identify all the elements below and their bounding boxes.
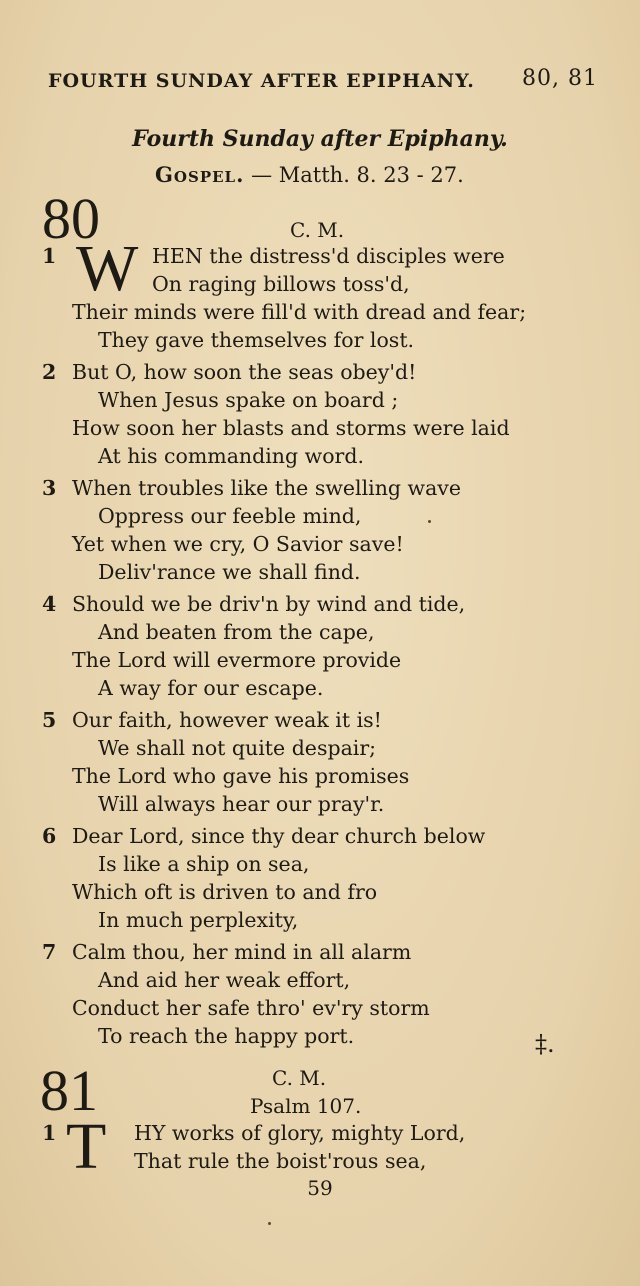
verse-line: How soon her blasts and storms were laid [72,416,510,440]
verse-line: The Lord will evermore provide [72,648,402,672]
verse-line: At his commanding word. [98,444,364,468]
verse-line: Our faith, however weak it is! [72,708,382,732]
verse-line: We shall not quite despair; [98,736,377,760]
verse-line: Deliv'rance we shall find. [98,560,361,584]
psalm-reference: Psalm 107. [250,1094,362,1118]
hymn-meter: C. M. [290,218,345,242]
verse-line: On raging billows toss'd, [152,272,410,296]
verse-number: 3 [42,476,57,500]
verse-line: Calm thou, her mind in all alarm [72,940,412,964]
verse-line: In much perplexity, [98,908,299,932]
verse-line: Yet when we cry, O Savior save! [72,532,404,556]
verse-line: They gave themselves for lost. [98,328,415,352]
verse-line: A way for our escape. [98,676,324,700]
hymn-number: 80 [42,186,100,251]
verse-line: Oppress our feeble mind, [98,504,362,528]
hymn-meter: C. M. [272,1066,327,1090]
verse-line: And aid her weak effort, [98,968,351,992]
paper-speck [428,520,431,523]
verse-number: 1 [42,1121,57,1145]
hymn-number: 81 [40,1058,98,1123]
verse-line: Conduct her safe thro' ev'ry storm [72,996,430,1020]
verse-line: Dear Lord, since thy dear church below [72,824,486,848]
verse-line: Which oft is driven to and fro [72,880,378,904]
verse-line: The Lord who gave his promises [72,764,410,788]
gospel-reference [155,162,464,187]
verse-line: That rule the boist'rous sea, [134,1149,427,1173]
drop-cap: T [66,1110,107,1183]
paper-speck [268,1222,271,1225]
verse-line: HY works of glory, mighty Lord, [134,1121,466,1145]
verse-number: 7 [42,940,57,964]
verse-line: When Jesus spake on board ; [98,388,399,412]
verse-number: 2 [42,360,57,384]
verse-line: And beaten from the cape, [98,620,375,644]
page-range: 80, 81 [522,66,598,91]
verse-line: Should we be driv'n by wind and tide, [72,592,466,616]
verse-line: Their minds were fill'd with dread and fear; [72,300,527,324]
verse-number: 4 [42,592,57,616]
drop-cap: W [76,232,139,305]
gospel-label: Gospel. [155,162,245,187]
verse-number: 1 [42,244,57,268]
ornament-mark: ‡. [535,1030,555,1058]
verse-number: 6 [42,824,57,848]
section-title: Fourth Sunday after Epiphany. [132,126,508,152]
gospel-ref: — Matth. 8. 23 - 27. [251,163,464,187]
verse-line: To reach the happy port. [98,1024,355,1048]
verse-line: Is like a ship on sea, [98,852,310,876]
verse-line: Will always hear our pray'r. [98,792,385,816]
verse-line: But O, how soon the seas obey'd! [72,360,417,384]
running-title: FOURTH SUNDAY AFTER EPIPHANY. [48,70,475,92]
verse-line: HEN the distress'd disciples were [152,244,505,268]
page-number: 59 [307,1176,333,1200]
verse-number: 5 [42,708,57,732]
verse-line: When troubles like the swelling wave [72,476,462,500]
